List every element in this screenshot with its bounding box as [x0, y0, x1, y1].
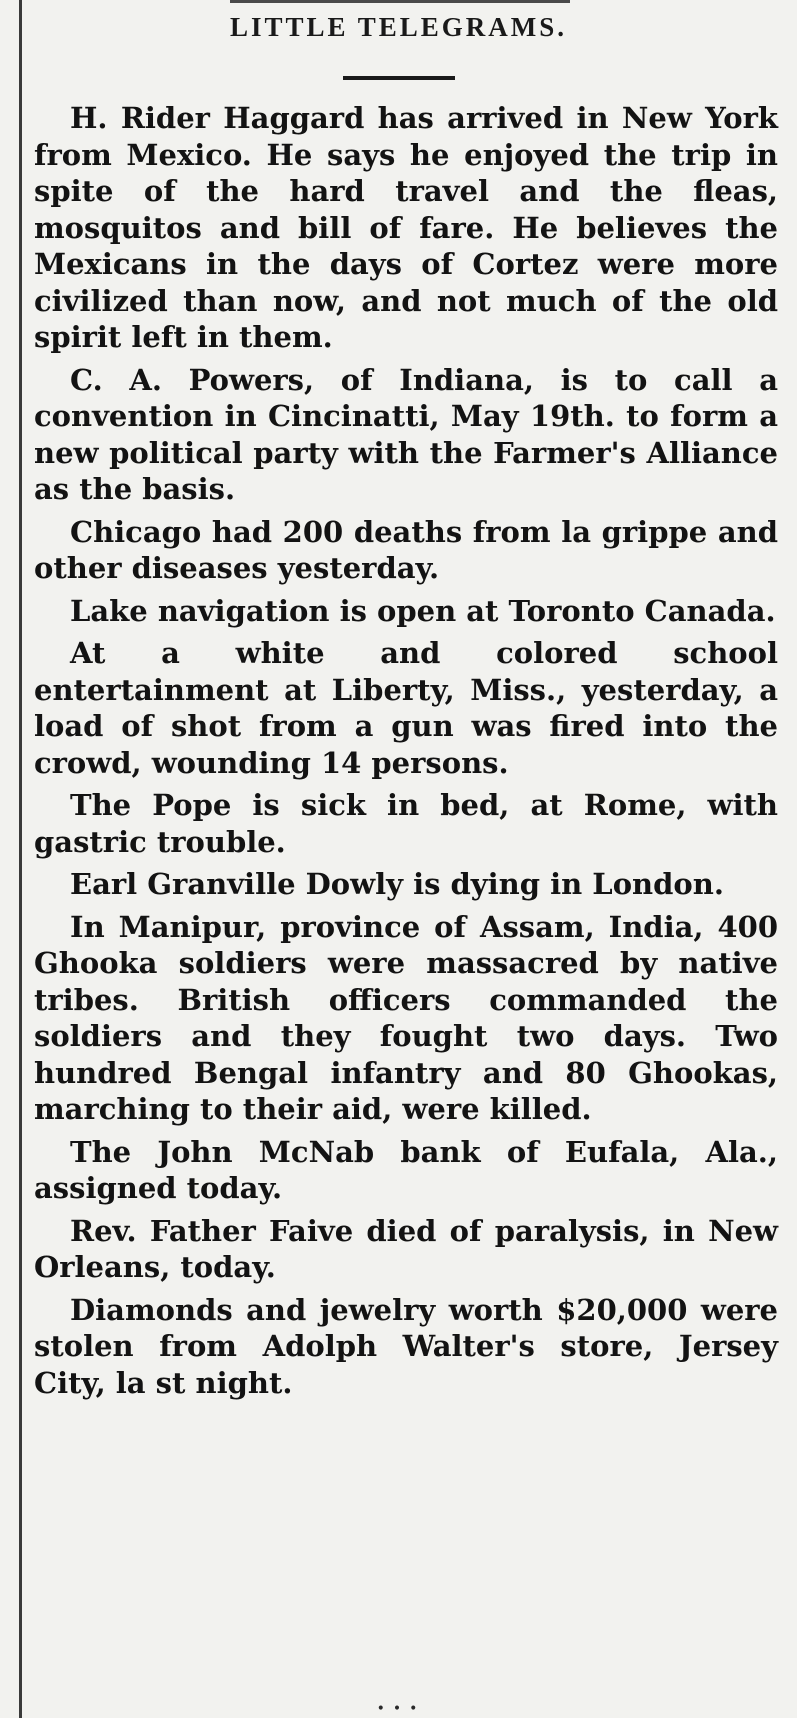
headline: LITTLE TELEGRAMS. — [229, 12, 568, 42]
telegram-item: Lake navigation is open at Toronto Canada. — [70, 593, 776, 628]
telegram-item: Diamonds and jewelry worth $20,000 were stolen from Adolph Walter's store, Jersey City, la st night. — [34, 1292, 778, 1400]
telegram-item: C. A. Powers, of Indiana, is to call a convention in Cincinatti, May 19th. to form a new political party with the Farmer's Alliance as the basis. — [34, 362, 778, 506]
telegram-item: The Pope is sick in bed, at Rome, with gastric trouble. — [34, 788, 778, 859]
column-top-rule — [230, 0, 570, 3]
telegram-item: H. Rider Haggard has arrived in New York from Mexico. He says he enjoyed the trip in spite of the hard travel and the fleas, mosquitos and bill of fare. He believes the Mexicans in the days of Cortez were more civilized than now, and not much of the old spirit left in them. — [34, 101, 778, 354]
telegram-item: The John McNab bank of Eufala, Ala., assigned today. — [34, 1134, 778, 1205]
headline-rule — [343, 76, 455, 80]
telegram-list — [34, 100, 778, 1407]
telegram-item: Chicago had 200 deaths from la grippe and other diseases yesterday. — [34, 514, 778, 585]
telegram-item: Rev. Father Faive died of paralysis, in New Orleans, today. — [34, 1213, 778, 1284]
telegram-item: In Manipur, province of Assam, India, 400 Ghooka soldiers were massacred by native tribes. British officers commanded the soldiers and they fought two days. Two hundred Bengal infantry and 80 Ghookas, marching to their aid, were killed. — [34, 909, 778, 1126]
telegram-item: At a white and colored school entertainment at Liberty, Miss., yesterday, a load of shot from a gun was fired into the crowd, wounding 14 persons. — [34, 636, 778, 780]
column-left-rule — [19, 0, 22, 1718]
telegram-item: Earl Granville Dowly is dying in London. — [70, 867, 724, 901]
bottom-ornament: ••• — [376, 1701, 426, 1717]
